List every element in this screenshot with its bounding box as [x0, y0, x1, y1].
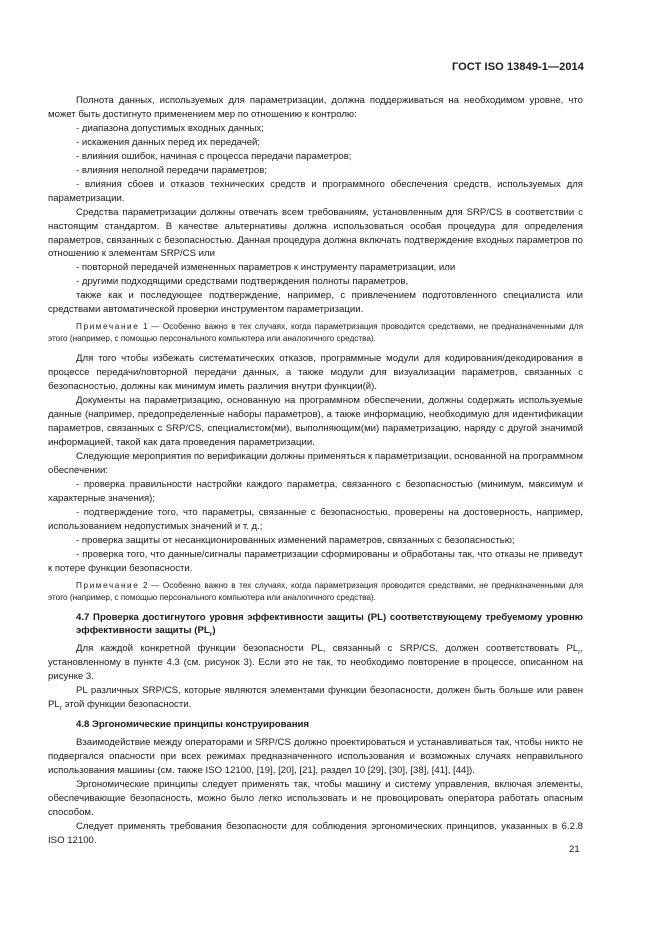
- text-run: , установленному в пункте 4.3 (см. рисунок 3). Если это не так, то необходимо повторение в процессе, описанном на рисунке 3.: [48, 643, 583, 683]
- page-number: 21: [569, 844, 580, 855]
- text-run: Для каждой конкретной функции безопасности PL, связанный с SRP/CS, должен соответствовать PL: [76, 643, 579, 655]
- paragraph: Следует применять требования безопасности для соблюдения эргономических принципов, указанных в 6.2.8 ISO 12100.: [48, 820, 583, 846]
- document-body: [48, 94, 583, 848]
- text-run: этой функции безопасности.: [62, 699, 192, 711]
- paragraph: Документы на параметризацию, основанную на программном обеспечении, должны содержать используемые данные (например, предопределенные наборы параметров), а также информацию, необходимую для идентификации параметров, связанных с SRP/CS, специалистом(ми), выполняющим(ми) параметризацию, наряду с другой значимой информацией, такой как дата проведения параметризации.: [48, 395, 583, 448]
- paragraph: Взаимодействие между операторами и SRP/CS должно проектироваться и устанавливаться так, чтобы никто не подвергался опасности при всех режимах предназначенного использования и возможных случаях неправильного использования машины (см. также ISO 12100, [19], [20], [21], раздел 10 [29], [30], [38], [41], [44]).: [48, 737, 583, 777]
- list-item: - подтверждение того, что параметры, связанные с безопасностью, проверены на достоверность, например, использованием недопустимых значений и т. д.;: [48, 506, 583, 532]
- list-item: - влияния неполной передачи параметров;: [76, 164, 267, 176]
- list-item: - другими подходящими средствами подтверждения полноты параметров,: [76, 276, 409, 288]
- section-title: Проверка достигнутого уровня эффективности защиты (PL) соответствующему требуемому уровню эффективности защиты (PL: [76, 611, 583, 637]
- paragraph: Полнота данных, используемых для параметризации, должна поддерживаться на необходимом уровне, что может быть достигнуто применением мер по отношению к контролю:: [48, 95, 583, 120]
- document-identifier: ГОСТ ISO 13849-1—2014: [451, 61, 584, 73]
- text-run: PL различных SRP/CS, которые являются элементами функции безопасности, должен быть больше или равен PL: [48, 685, 583, 711]
- paragraph: также как и последующее подтверждение, например, с привлечением подготовленного специалиста или средствами автоматической проверки инструментом параметризации.: [48, 290, 583, 316]
- section-heading-4-8: [48, 718, 583, 732]
- paragraph: Для того чтобы избежать систематических отказов, программные модули для кодирования/декодирования в процессе передачи/повторной передачи данных, а также модули для визуализации параметров, связанных с безопасностью, должны как минимум иметь различия внутри функции(й).: [48, 353, 583, 393]
- section-number: 4.7: [76, 611, 90, 623]
- note-1: [48, 321, 583, 345]
- list-item: - диапазона допустимых входных данных;: [76, 122, 264, 134]
- subscript: r: [209, 631, 213, 639]
- note-text: 2 — Особенно важно в тех случаях, когда параметризация проводится средствами, не предназначенными для этого (например, с помощью персонального компьютера или аналогичного средства).: [48, 580, 584, 602]
- note-text: 1 — Особенно важно в тех случаях, когда параметризация проводится средствами, не предназначенными для этого (например, с помощью персонального компьютера или аналогичного средства).: [48, 322, 584, 344]
- subscript: r: [59, 705, 62, 713]
- section-heading-4-7: [48, 611, 583, 639]
- list-item: - искажения данных перед их передачей;: [76, 136, 261, 148]
- list-item: - проверка защиты от несанкционированных изменений параметров, связанных с безопасностью;: [76, 534, 515, 546]
- list-item: - проверка того, что данные/сигналы параметризации сформированы и обработаны так, что отказы не приведут к потере функции безопасности.: [48, 548, 583, 574]
- paragraph: [48, 684, 583, 712]
- paragraph: Средства параметризации должны отвечать всем требованиям, установленным для SRP/CS в соответствии с настоящим стандартом. В качестве альтернативы должна использоваться особая процедура для определения параметров, связанных с безопасностью. Данная процедура должна включать подтверждение входных параметров по отношению к элементам SRP/CS или: [48, 206, 583, 260]
- subscript: r: [578, 649, 581, 657]
- paragraph: Следующие мероприятия по верификации должны применяться к параметризации, основанной на программном обеспечении:: [48, 450, 583, 476]
- list-item: - проверка правильности настройки каждого параметра, связанного с безопасностью (минимум, максимум и характерные значения);: [48, 478, 583, 504]
- list-item: - влияния сбоев и отказов технических средств и программного обеспечения средств, используемых для параметризации.: [48, 178, 583, 204]
- note-2: [48, 580, 583, 604]
- section-title: Эргономические принципы конструирования: [92, 719, 310, 731]
- paragraph: Эргономические принципы следует применять так, чтобы машину и систему управления, включая элементы, обеспечивающие безопасность, можно было легко использовать и не провоцировать оператора работать опасным способом.: [48, 778, 583, 818]
- section-number: 4.8: [76, 719, 90, 731]
- note-label: Примечание: [76, 580, 140, 590]
- section-title-end: ): [212, 625, 216, 637]
- paragraph: [48, 642, 583, 684]
- note-label: Примечание: [76, 322, 140, 332]
- list-item: - повторной передачей измененных параметров к инструменту параметризации, или: [76, 262, 456, 274]
- list-item: - влияния ошибок, начиная с процесса передачи параметров;: [76, 150, 352, 162]
